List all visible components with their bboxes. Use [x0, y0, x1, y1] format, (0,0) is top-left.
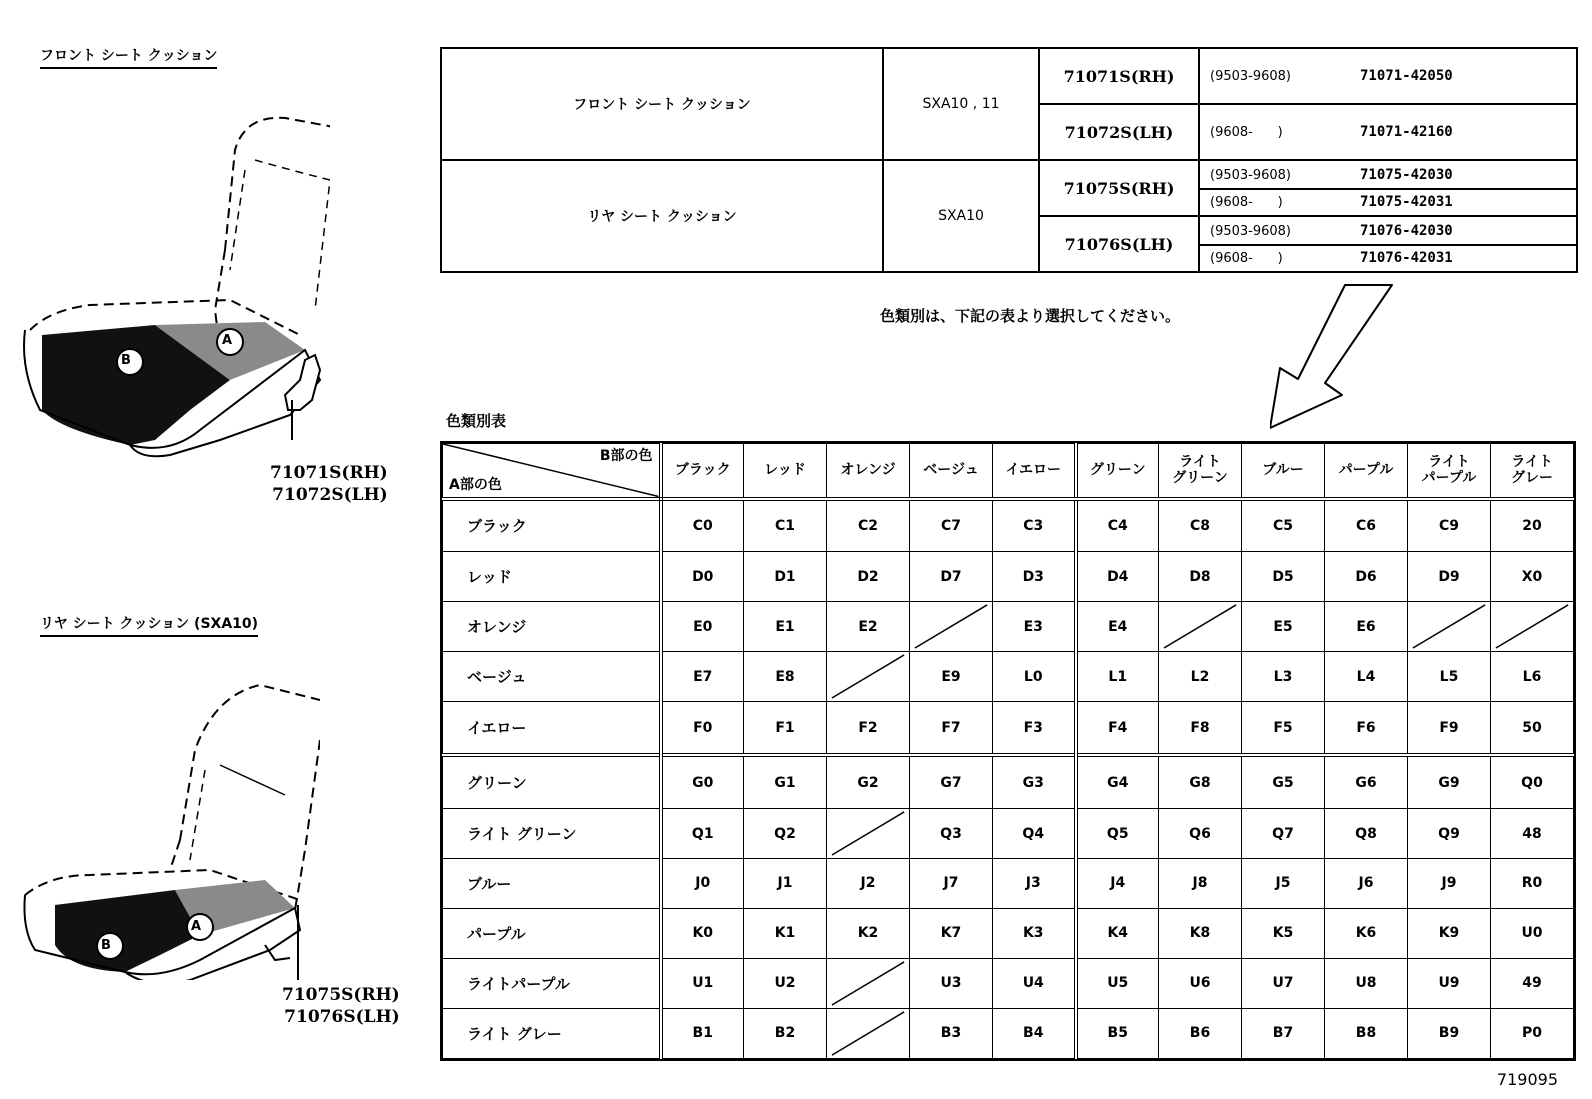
period: (9503-9608): [1210, 167, 1292, 183]
color-code-cell: F7: [910, 702, 993, 755]
color-code-cell: B1: [661, 1008, 744, 1058]
part-number: 71076-42031: [1360, 250, 1453, 266]
color-code-cell: U6: [1159, 958, 1242, 1008]
color-code-cell: R0: [1491, 859, 1574, 909]
column-header: オレンジ: [827, 444, 910, 499]
color-code-cell: F8: [1159, 702, 1242, 755]
color-code-cell: B9: [1408, 1008, 1491, 1058]
parts-sub-cell: [1199, 160, 1577, 216]
parts-part-no: 71072S(LH): [1039, 104, 1199, 160]
table-row: [443, 908, 1574, 958]
color-code-cell: K7: [910, 908, 993, 958]
unavailable-cell: [827, 652, 910, 702]
color-code-cell: B4: [993, 1008, 1076, 1058]
unavailable-cell: [1408, 602, 1491, 652]
front-seat-title: フロント シート クッション: [40, 45, 217, 69]
color-code-cell: P0: [1491, 1008, 1574, 1058]
unavailable-cell: [827, 1008, 910, 1058]
figure-id: 719095: [1496, 1070, 1558, 1089]
color-code-cell: E2: [827, 602, 910, 652]
parts-part-no: 71076S(LH): [1039, 216, 1199, 272]
color-code-cell: E5: [1242, 602, 1325, 652]
row-header: ライト グレー: [443, 1008, 661, 1058]
rear-label-a: A: [191, 919, 202, 934]
color-code-cell: Q4: [993, 809, 1076, 859]
color-code-cell: G3: [993, 755, 1076, 808]
color-code-cell: G7: [910, 755, 993, 808]
color-code-cell: F3: [993, 702, 1076, 755]
color-code-cell: C8: [1159, 499, 1242, 552]
unavailable-cell: [827, 958, 910, 1008]
color-code-cell: D0: [661, 552, 744, 602]
table-row: [443, 499, 1574, 552]
color-code-cell: K6: [1325, 908, 1408, 958]
color-code-cell: F0: [661, 702, 744, 755]
color-table-title: 色類別表: [446, 412, 507, 430]
color-code-cell: G0: [661, 755, 744, 808]
table-row: [443, 652, 1574, 702]
parts-sub-cell: [1199, 216, 1577, 272]
color-code-cell: G1: [744, 755, 827, 808]
table-row: [443, 1008, 1574, 1058]
row-header: オレンジ: [443, 602, 661, 652]
table-row: [443, 755, 1574, 808]
column-header: グリーン: [1076, 444, 1159, 499]
unavailable-cell: [827, 809, 910, 859]
color-code-cell: C6: [1325, 499, 1408, 552]
color-code-cell: D5: [1242, 552, 1325, 602]
rear-label-b: B: [101, 938, 111, 953]
color-code-cell: K2: [827, 908, 910, 958]
color-code-cell: C4: [1076, 499, 1159, 552]
color-code-cell: E6: [1325, 602, 1408, 652]
color-code-cell: K0: [661, 908, 744, 958]
color-code-cell: J4: [1076, 859, 1159, 909]
part-number: 71075-42030: [1360, 167, 1453, 183]
color-code-cell: C7: [910, 499, 993, 552]
color-code-cell: B5: [1076, 1008, 1159, 1058]
color-code-cell: Q1: [661, 809, 744, 859]
front-part-rh: 71071S(RH): [270, 463, 388, 483]
color-code-cell: L1: [1076, 652, 1159, 702]
color-code-cell: D1: [744, 552, 827, 602]
color-code-cell: J7: [910, 859, 993, 909]
color-code-cell: C5: [1242, 499, 1325, 552]
color-code-cell: K9: [1408, 908, 1491, 958]
color-code-cell: C9: [1408, 499, 1491, 552]
corner-b-label: B部の色: [599, 448, 653, 464]
color-code-cell: U1: [661, 958, 744, 1008]
parts-sub-cell: [1199, 104, 1577, 160]
color-code-cell: E8: [744, 652, 827, 702]
front-part-lh: 71072S(LH): [272, 485, 388, 505]
table-row: [443, 958, 1574, 1008]
color-code-cell: L6: [1491, 652, 1574, 702]
color-code-cell: L5: [1408, 652, 1491, 702]
period: (9608- ): [1210, 124, 1283, 140]
color-code-cell: U9: [1408, 958, 1491, 1008]
table-row: [443, 859, 1574, 909]
column-header: レッド: [744, 444, 827, 499]
unavailable-cell: [1491, 602, 1574, 652]
part-number: 71071-42050: [1360, 68, 1453, 84]
color-code-cell: Q8: [1325, 809, 1408, 859]
period: (9608- ): [1210, 250, 1283, 266]
row-header: ブラック: [443, 499, 661, 552]
column-header: イエロー: [993, 444, 1076, 499]
corner-a-label: A部の色: [449, 476, 502, 493]
color-code-cell: G2: [827, 755, 910, 808]
parts-part-no: 71075S(RH): [1039, 160, 1199, 216]
color-code-cell: B8: [1325, 1008, 1408, 1058]
table-row: [443, 702, 1574, 755]
color-code-cell: D6: [1325, 552, 1408, 602]
parts-table: [440, 47, 1578, 273]
color-code-cell: J6: [1325, 859, 1408, 909]
row-header: ブルー: [443, 859, 661, 909]
row-header: グリーン: [443, 755, 661, 808]
color-code-cell: E7: [661, 652, 744, 702]
rear-part-lh: 71076S(LH): [284, 1007, 400, 1027]
color-code-cell: D9: [1408, 552, 1491, 602]
parts-row-model: SXA10: [883, 160, 1039, 272]
front-part-numbers: [270, 462, 388, 506]
color-code-cell: B3: [910, 1008, 993, 1058]
color-code-cell: J1: [744, 859, 827, 909]
color-code-cell: X0: [1491, 552, 1574, 602]
period: (9503-9608): [1210, 223, 1292, 239]
rear-seat-title: リヤ シート クッション (SXA10): [40, 613, 258, 637]
color-code-cell: L0: [993, 652, 1076, 702]
front-seat-illustration: [20, 110, 330, 470]
selection-note: 色類別は、下記の表より選択してください。: [880, 307, 1181, 325]
column-header: ライト グリーン: [1159, 444, 1242, 499]
color-code-cell: Q5: [1076, 809, 1159, 859]
color-code-cell: G9: [1408, 755, 1491, 808]
unavailable-cell: [1159, 602, 1242, 652]
color-code-cell: C0: [661, 499, 744, 552]
color-code-cell: E9: [910, 652, 993, 702]
part-number: 71075-42031: [1360, 194, 1453, 210]
color-code-cell: J5: [1242, 859, 1325, 909]
color-code-cell: D2: [827, 552, 910, 602]
color-code-cell: D3: [993, 552, 1076, 602]
color-code-cell: F9: [1408, 702, 1491, 755]
down-left-arrow-icon: [1270, 283, 1400, 433]
color-code-cell: U7: [1242, 958, 1325, 1008]
color-code-cell: L4: [1325, 652, 1408, 702]
color-table-corner: [443, 444, 661, 499]
parts-row-name: フロント シート クッション: [441, 48, 883, 160]
column-header: パープル: [1325, 444, 1408, 499]
color-table: [440, 441, 1576, 1061]
row-header: パープル: [443, 908, 661, 958]
color-code-cell: 20: [1491, 499, 1574, 552]
row-header: イエロー: [443, 702, 661, 755]
color-code-cell: D4: [1076, 552, 1159, 602]
color-code-cell: B6: [1159, 1008, 1242, 1058]
unavailable-cell: [910, 602, 993, 652]
color-code-cell: E4: [1076, 602, 1159, 652]
color-code-cell: K4: [1076, 908, 1159, 958]
front-label-a: A: [222, 333, 233, 348]
color-code-cell: J9: [1408, 859, 1491, 909]
color-code-cell: C3: [993, 499, 1076, 552]
column-header: ライト パープル: [1408, 444, 1491, 499]
color-code-cell: J2: [827, 859, 910, 909]
rear-part-numbers: [282, 984, 400, 1028]
color-code-cell: Q2: [744, 809, 827, 859]
row-header: ライトパープル: [443, 958, 661, 1008]
period: (9608- ): [1210, 194, 1283, 210]
color-code-cell: Q9: [1408, 809, 1491, 859]
color-code-cell: F5: [1242, 702, 1325, 755]
color-code-cell: C1: [744, 499, 827, 552]
color-code-cell: K8: [1159, 908, 1242, 958]
color-code-cell: L2: [1159, 652, 1242, 702]
color-code-cell: B2: [744, 1008, 827, 1058]
rear-seat-illustration: [20, 680, 320, 980]
color-code-cell: U3: [910, 958, 993, 1008]
color-code-cell: D7: [910, 552, 993, 602]
color-code-cell: G8: [1159, 755, 1242, 808]
part-number: 71076-42030: [1360, 223, 1453, 239]
color-code-cell: Q0: [1491, 755, 1574, 808]
color-code-cell: U4: [993, 958, 1076, 1008]
parts-part-no: 71071S(RH): [1039, 48, 1199, 104]
part-number: 71071-42160: [1360, 124, 1453, 140]
column-header: ブラック: [661, 444, 744, 499]
color-code-cell: C2: [827, 499, 910, 552]
color-code-cell: E3: [993, 602, 1076, 652]
color-code-cell: J3: [993, 859, 1076, 909]
color-code-cell: 49: [1491, 958, 1574, 1008]
color-code-cell: G5: [1242, 755, 1325, 808]
color-code-cell: U5: [1076, 958, 1159, 1008]
color-code-cell: 48: [1491, 809, 1574, 859]
color-code-cell: D8: [1159, 552, 1242, 602]
color-code-cell: U2: [744, 958, 827, 1008]
color-code-cell: K3: [993, 908, 1076, 958]
color-code-cell: 50: [1491, 702, 1574, 755]
table-row: [443, 809, 1574, 859]
color-code-cell: B7: [1242, 1008, 1325, 1058]
parts-row-model: SXA10 , 11: [883, 48, 1039, 160]
color-code-cell: J0: [661, 859, 744, 909]
color-code-cell: Q3: [910, 809, 993, 859]
color-code-cell: Q6: [1159, 809, 1242, 859]
color-code-cell: U8: [1325, 958, 1408, 1008]
color-code-cell: E0: [661, 602, 744, 652]
row-header: ライト グリーン: [443, 809, 661, 859]
front-label-b: B: [121, 353, 131, 368]
row-header: ベージュ: [443, 652, 661, 702]
column-header: ブルー: [1242, 444, 1325, 499]
color-code-cell: K5: [1242, 908, 1325, 958]
parts-row-name: リヤ シート クッション: [441, 160, 883, 272]
table-row: [443, 602, 1574, 652]
color-code-cell: F2: [827, 702, 910, 755]
color-code-cell: G6: [1325, 755, 1408, 808]
column-header: ライト グレー: [1491, 444, 1574, 499]
color-code-cell: F4: [1076, 702, 1159, 755]
column-header: ベージュ: [910, 444, 993, 499]
row-header: レッド: [443, 552, 661, 602]
color-code-cell: F1: [744, 702, 827, 755]
color-code-cell: F6: [1325, 702, 1408, 755]
color-code-cell: K1: [744, 908, 827, 958]
color-code-cell: J8: [1159, 859, 1242, 909]
color-code-cell: G4: [1076, 755, 1159, 808]
color-code-cell: E1: [744, 602, 827, 652]
color-code-cell: L3: [1242, 652, 1325, 702]
rear-part-rh: 71075S(RH): [282, 985, 400, 1005]
color-code-cell: Q7: [1242, 809, 1325, 859]
table-row: [443, 552, 1574, 602]
color-code-cell: U0: [1491, 908, 1574, 958]
parts-sub-cell: [1199, 48, 1577, 104]
period: (9503-9608): [1210, 68, 1292, 84]
